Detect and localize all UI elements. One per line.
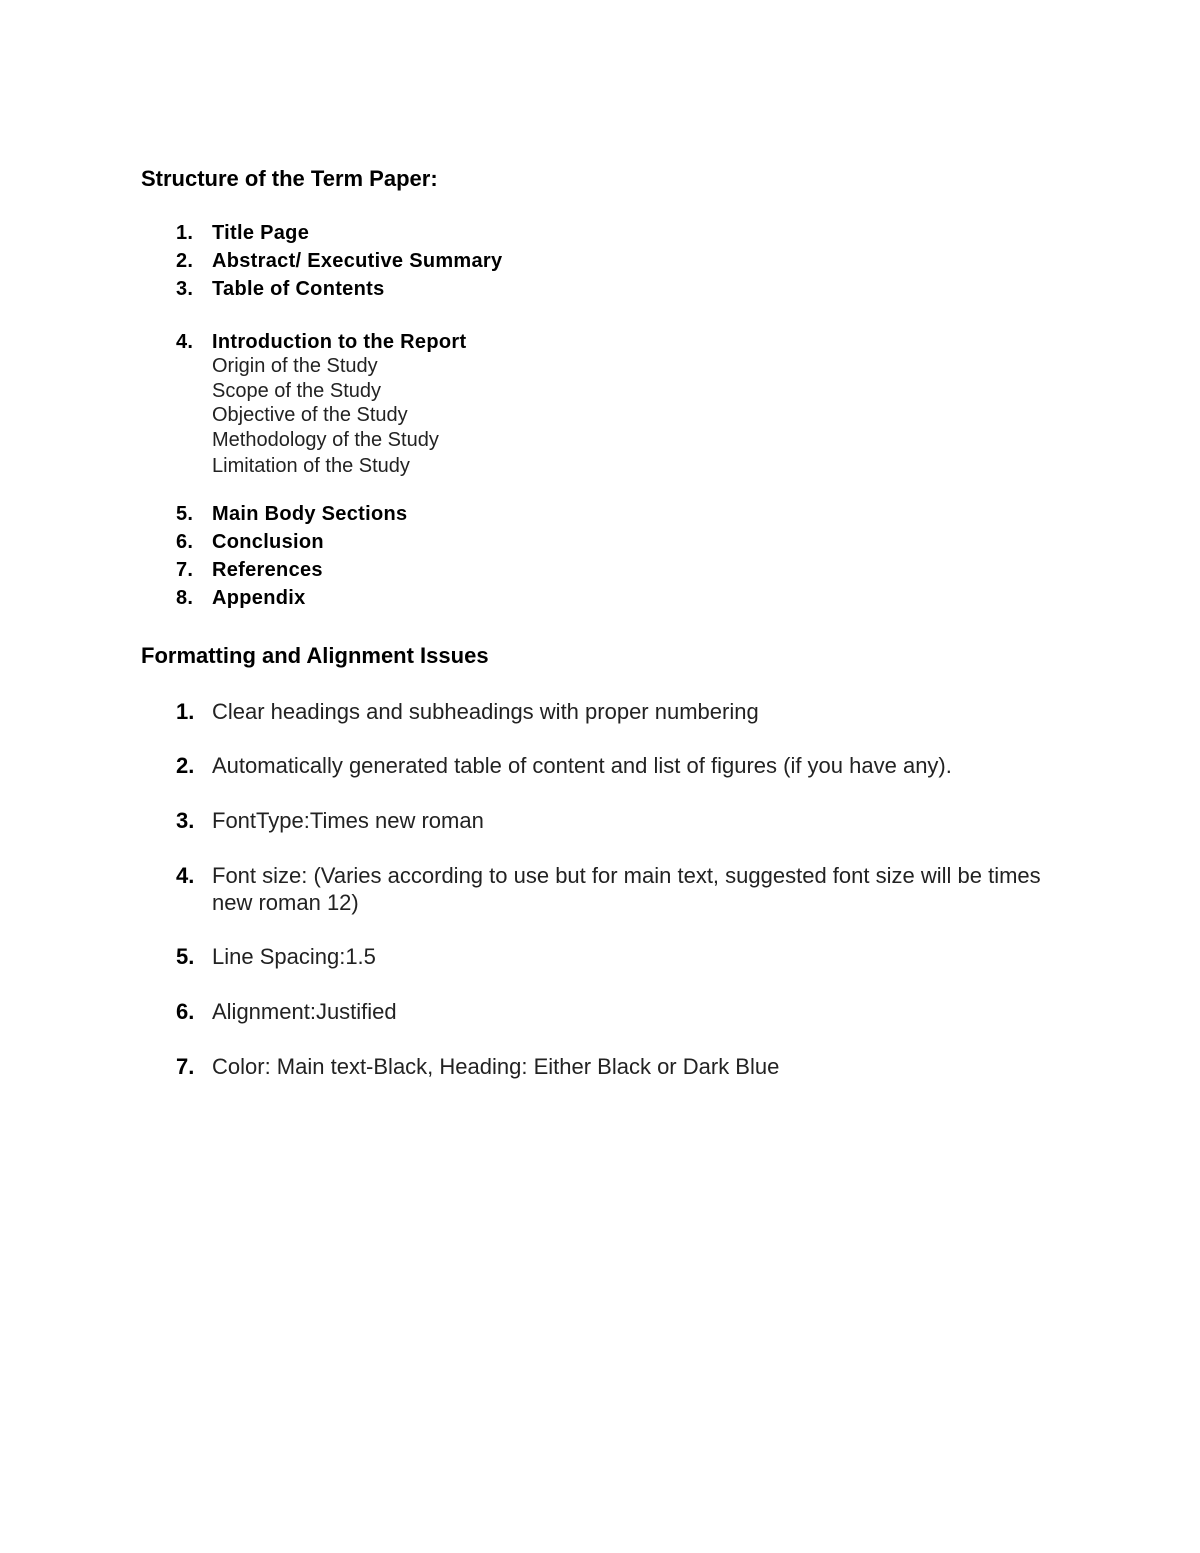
formatting-item-text: Color: Main text-Black, Heading: Either Black or Dark Blue — [212, 1054, 780, 1079]
structure-item-references — [176, 558, 323, 582]
intro-subitem-scope: Scope of the Study — [212, 380, 382, 402]
intro-subitem-objective: Objective of the Study — [212, 404, 408, 426]
structure-item-main-body — [176, 502, 407, 526]
intro-subitem-limitation: Limitation of the Study — [212, 455, 410, 477]
structure-item-number: 4. — [176, 331, 194, 353]
structure-item-appendix — [176, 586, 306, 610]
formatting-item-text: Font size: (Varies according to use but for main text, suggested font size will be times new roman 12) — [212, 863, 1041, 915]
formatting-item-number: 1. — [176, 699, 195, 724]
formatting-item-text: Clear headings and subheadings with proper numbering — [212, 699, 759, 724]
formatting-item-alignment — [176, 998, 1056, 1025]
formatting-item-font-type — [176, 807, 1056, 834]
formatting-item-text: FontType:Times new roman — [212, 808, 484, 833]
structure-item-number: 1. — [176, 222, 194, 244]
structure-item-number: 5. — [176, 503, 194, 525]
structure-item-introduction — [176, 330, 466, 354]
formatting-item-number: 4. — [176, 863, 195, 888]
formatting-item-color — [176, 1053, 1056, 1080]
structure-item-label: Table of Contents — [212, 278, 385, 300]
formatting-item-toc — [176, 752, 1056, 779]
formatting-item-text: Alignment:Justified — [212, 999, 397, 1024]
structure-item-conclusion — [176, 530, 324, 554]
structure-item-table-of-contents — [176, 277, 385, 301]
structure-item-label: Title Page — [212, 222, 310, 244]
structure-item-label: Abstract/ Executive Summary — [212, 250, 503, 272]
formatting-item-line-spacing — [176, 943, 1056, 970]
structure-item-title-page — [176, 221, 309, 245]
structure-item-label: Conclusion — [212, 531, 324, 553]
structure-item-number: 8. — [176, 587, 194, 609]
formatting-item-text: Automatically generated table of content and list of figures (if you have any). — [212, 753, 952, 778]
intro-subitem-origin: Origin of the Study — [212, 355, 378, 377]
formatting-heading: Formatting and Alignment Issues — [141, 643, 489, 668]
formatting-item-number: 2. — [176, 753, 195, 778]
structure-item-label: References — [212, 559, 323, 581]
formatting-item-number: 5. — [176, 944, 195, 969]
formatting-item-number: 7. — [176, 1054, 195, 1079]
formatting-item-headings — [176, 698, 1056, 725]
structure-item-label: Introduction to the Report — [212, 331, 467, 353]
formatting-item-number: 3. — [176, 808, 195, 833]
structure-item-number: 2. — [176, 250, 194, 272]
structure-item-number: 3. — [176, 278, 194, 300]
structure-item-label: Appendix — [212, 587, 306, 609]
structure-item-number: 7. — [176, 559, 194, 581]
structure-item-number: 6. — [176, 531, 194, 553]
formatting-item-number: 6. — [176, 999, 195, 1024]
formatting-item-font-size — [176, 862, 1056, 916]
structure-item-label: Main Body Sections — [212, 503, 408, 525]
formatting-item-text: Line Spacing:1.5 — [212, 944, 376, 969]
intro-subitem-methodology: Methodology of the Study — [212, 429, 439, 451]
structure-item-abstract — [176, 249, 502, 273]
structure-heading: Structure of the Term Paper: — [141, 166, 438, 191]
